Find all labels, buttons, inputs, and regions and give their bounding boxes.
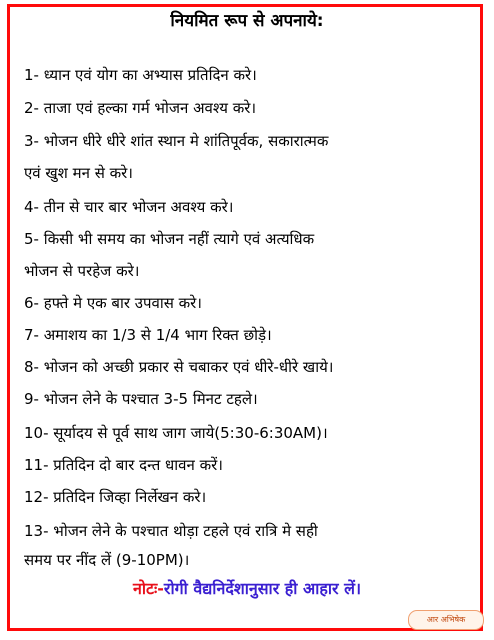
list-item: 6- हफ्ते मे एक बार उपवास करे।: [24, 294, 202, 312]
list-item: 9- भोजन लेने के पश्चात 3-5 मिनट टहले।: [24, 390, 258, 408]
list-item: 3- भोजन धीरे धीरे शांत स्थान मे शांतिपूर्वक, सकारात्मक: [24, 132, 329, 150]
list-item: 13- भोजन लेने के पश्चात थोड़ा टहले एवं रात्रि मे सही: [24, 522, 318, 540]
list-item: भोजन से परहेज करे।: [24, 262, 140, 280]
list-item: समय पर नींद लें (9-10PM)।: [24, 551, 190, 569]
page-title: नियमित रूप से अपनाये:: [170, 11, 324, 31]
list-item: 12- प्रतिदिन जिव्हा निर्लेखन करे।: [24, 488, 207, 506]
signature-badge: आर अभिषेक: [408, 610, 484, 630]
list-item: 4- तीन से चार बार भोजन अवश्य करे।: [24, 198, 234, 216]
list-item: 7- अमाशय का 1/3 से 1/4 भाग रिक्त छोड़े।: [24, 326, 272, 344]
list-item: 11- प्रतिदिन दो बार दन्त धावन करें।: [24, 456, 223, 474]
list-item: एवं खुश मन से करे।: [24, 164, 133, 182]
list-item: 2- ताजा एवं हल्का गर्म भोजन अवश्य करे।: [24, 99, 257, 117]
note-text: रोगी वैद्यनिर्देशानुसार ही आहार लें।: [163, 579, 362, 598]
note: [0, 577, 494, 599]
note-label: नोटः-: [132, 579, 164, 598]
list-item: 1- ध्यान एवं योग का अभ्यास प्रतिदिन करे।: [24, 66, 257, 84]
list-item: 5- किसी भी समय का भोजन नहीं त्यागे एवं अत्यधिक: [24, 230, 315, 248]
list-item: 10- सूर्यादय से पूर्व साथ जाग जाये(5:30-6:30AM)।: [24, 424, 328, 442]
list-item: 8- भोजन को अच्छी प्रकार से चबाकर एवं धीरे-धीरे खाये।: [24, 358, 334, 376]
